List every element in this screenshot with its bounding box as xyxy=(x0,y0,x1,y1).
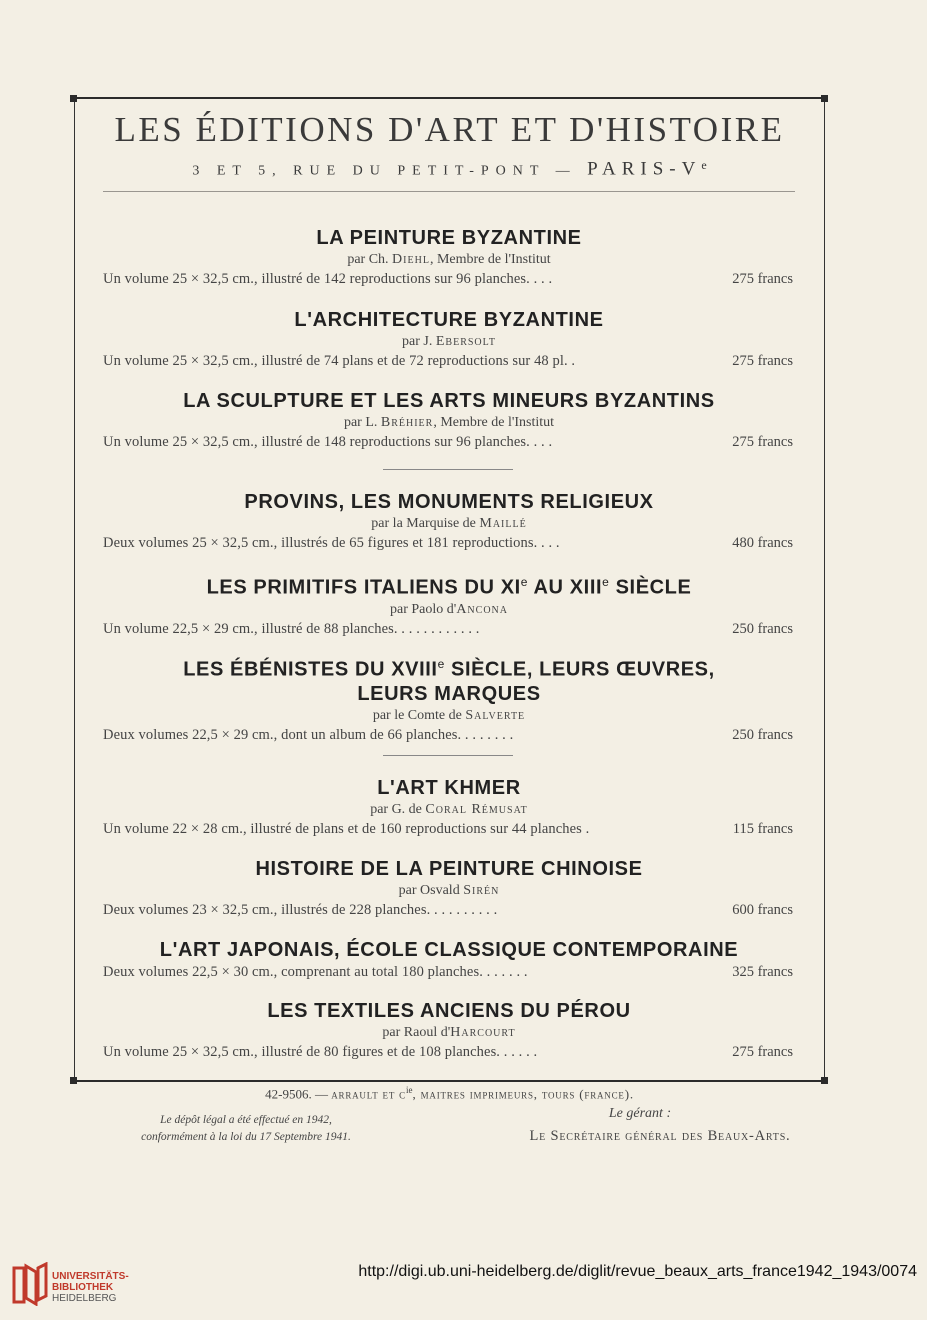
address-street: 3 ET 5, RUE DU PETIT-PONT — xyxy=(192,163,577,179)
section-separator xyxy=(383,755,513,756)
book-description-line xyxy=(103,352,795,371)
frame-bottom-rule xyxy=(72,1080,827,1082)
book-author: par G. de Coral Rémusat xyxy=(370,802,528,817)
book-title: LA PEINTURE BYZANTINE xyxy=(316,227,582,249)
book-description-line xyxy=(103,901,795,920)
book-author: par J. Ebersolt xyxy=(402,334,496,349)
book-description-line xyxy=(103,963,795,982)
section-separator xyxy=(383,469,513,470)
book-entry xyxy=(103,490,795,553)
book-entry xyxy=(103,857,795,920)
address-city-sup: e xyxy=(701,158,707,172)
university-name: UNIVERSITÄTS- BIBLIOTHEK HEIDELBERG xyxy=(52,1271,129,1304)
book-description-line xyxy=(103,1043,795,1062)
address-city: PARIS-V xyxy=(587,158,702,180)
book-description: Un volume 25 × 32,5 cm., illustré de 142 reproductions sur 96 planches. . . . xyxy=(103,271,553,287)
book-description-line xyxy=(103,270,795,289)
book-description: Un volume 22,5 × 29 cm., illustré de 88 planches. . . . . . . . . . . . xyxy=(103,620,480,637)
frame-top-rule xyxy=(72,97,827,99)
book-price: 275 francs xyxy=(732,434,793,450)
book-title: L'ART KHMER xyxy=(377,777,521,799)
printer-imprint: 42-9506. — arrault et $c^{ie}$, maitres imprimeurs, tours (france). xyxy=(265,1085,634,1102)
book-entry xyxy=(103,308,795,371)
book-title: LES TEXTILES ANCIENS DU PÉROU xyxy=(267,1000,631,1022)
book-description-line xyxy=(103,620,795,639)
book-description: Un volume 22 × 28 cm., illustré de plans et de 160 reproductions sur 44 planches . xyxy=(103,821,590,837)
book-description: Un volume 25 × 32,5 cm., illustré de 148 reproductions sur 96 planches. . . . xyxy=(103,434,553,450)
book-title: LES PRIMITIFS ITALIENS DU XIe AU XIIIe SIÈCLE xyxy=(206,575,692,599)
book-entry xyxy=(103,389,795,452)
book-entry xyxy=(103,226,795,289)
book-entry xyxy=(103,570,795,639)
book-price: 275 francs xyxy=(732,1044,793,1060)
book-entry xyxy=(103,938,795,982)
gerant-label: Le gérant : xyxy=(608,1106,672,1121)
book-price: 325 francs xyxy=(732,964,793,980)
publisher-address xyxy=(74,158,825,181)
book-description: Deux volumes 22,5 × 30 cm., comprenant au total 180 planches. . . . . . . xyxy=(103,964,528,980)
book-price: 115 francs xyxy=(732,821,793,837)
book-entry xyxy=(103,652,795,745)
book-price: 480 francs xyxy=(732,535,793,551)
book-description-line xyxy=(103,726,795,745)
gerant-name: Le Secrétaire général des Beaux-Arts. xyxy=(529,1128,791,1144)
book-price: 250 francs xyxy=(732,620,793,637)
book-author: par L. Bréhier, Membre de l'Institut xyxy=(343,415,555,430)
book-price: 275 francs xyxy=(732,271,793,287)
book-price: 275 francs xyxy=(732,353,793,369)
university-logo-icon xyxy=(10,1262,48,1306)
book-author: par le Comte de Salverte xyxy=(372,707,526,723)
book-description: Un volume 25 × 32,5 cm., illustré de 80 figures et de 108 planches. . . . . . xyxy=(103,1044,538,1060)
frame-corner xyxy=(70,95,77,102)
frame-corner xyxy=(821,95,828,102)
book-price: 250 francs xyxy=(732,726,793,743)
book-price: 600 francs xyxy=(732,902,793,918)
book-title-line2: LEURS MARQUES xyxy=(357,682,541,705)
book-title: L'ARCHITECTURE BYZANTINE xyxy=(294,309,604,331)
book-description: Deux volumes 23 × 32,5 cm., illustrés de 228 planches. . . . . . . . . . xyxy=(103,902,498,918)
publisher-name: LES ÉDITIONS D'ART ET D'HISTOIRE xyxy=(114,110,785,149)
frame-corner xyxy=(821,1077,828,1084)
book-description-line xyxy=(103,534,795,553)
book-title: L'ART JAPONAIS, ÉCOLE CLASSIQUE CONTEMPORAINE xyxy=(159,939,739,961)
book-author: par Raoul d'Harcourt xyxy=(382,1025,516,1040)
book-description: Deux volumes 22,5 × 29 cm., dont un album de 66 planches. . . . . . . . xyxy=(103,726,514,743)
book-author: par Ch. Diehl, Membre de l'Institut xyxy=(347,252,551,267)
book-author: par Osvald Sirén xyxy=(398,883,500,898)
header-divider xyxy=(103,191,795,192)
book-entry xyxy=(103,776,795,839)
book-entry xyxy=(103,999,795,1062)
book-description-line xyxy=(103,820,795,839)
book-description: Deux volumes 25 × 32,5 cm., illustrés de 65 figures et 181 reproductions. . . . xyxy=(103,535,560,551)
book-author: par Paolo d'Ancona xyxy=(390,601,508,617)
book-author: par la Marquise de Maillé xyxy=(371,516,527,531)
book-title: PROVINS, LES MONUMENTS RELIGIEUX xyxy=(244,491,654,513)
book-description-line xyxy=(103,433,795,452)
source-url-link[interactable]: http://digi.ub.uni-heidelberg.de/diglit/revue_beaux_arts_france1942_1943/0074 xyxy=(358,1263,917,1280)
legal-deposit-note: Le dépôt légal a été effectué en 1942, conformément à la loi du 17 Septembre 1941. xyxy=(141,1114,351,1143)
book-title: LA SCULPTURE ET LES ARTS MINEURS BYZANTINS xyxy=(183,390,715,412)
frame-corner xyxy=(70,1077,77,1084)
book-title: HISTOIRE DE LA PEINTURE CHINOISE xyxy=(255,858,643,880)
book-description: Un volume 25 × 32,5 cm., illustré de 74 plans et de 72 reproductions sur 48 pl. . xyxy=(103,353,576,369)
book-title: LES ÉBÉNISTES DU XVIIIe SIÈCLE, LEURS ŒUVRES, xyxy=(183,657,715,681)
